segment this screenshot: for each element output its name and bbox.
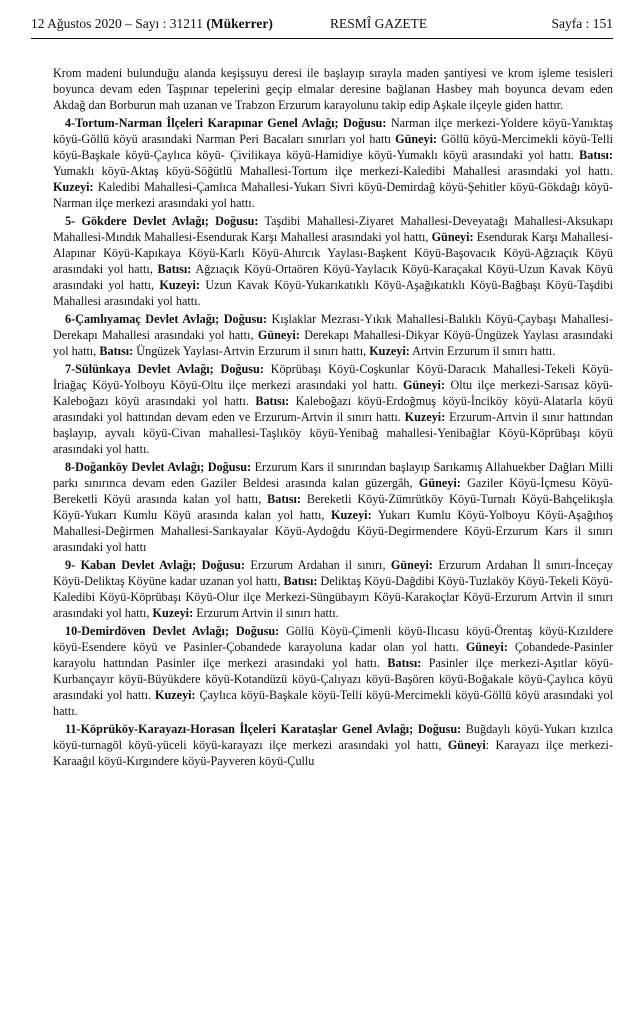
paragraph-text: Krom madeni bulunduğu alanda keşişsuyu deresi ile başlayıp sırayla maden şantiyesi ve krom işleme tesisleri boyunca devam eden Taşpınar tepelerini geçip elmalar deresine bağlanan Hasbey mah boyunca devam eden Akdağ dan Borburun mah uzanan ve Trabzon Erzurum karayolunu takip edip Aşkale ilçeyle giden hattır. (53, 66, 613, 112)
paragraph-text: Bereketli Köyü-Zümrütköy Köyü-Turnalı Köyü-Bahçelikışla Köyü-Yukarı Kumlu Köyü arasında kalan yol hattı, (53, 492, 613, 522)
header-gazette-name: RESMÎ GAZETE (330, 16, 428, 31)
paragraph-text: Erzurum Kars il sınırından başlayıp Sarıkamış Allahuekber Dağları Milli parkı sınırınca devam eden Gaziler Beldesi arasında kalan güzergâh, (53, 460, 614, 490)
paragraph (53, 361, 613, 457)
header-date-text: 12 Ağustos 2020 – Sayı : 31211 (31, 16, 204, 31)
paragraph-title: 6-Çamlıyamaç Devlet Avlağı; (65, 312, 220, 326)
paragraph-text: Esendurak Karşı Mahallesi-Alapınar Köyü-Kapıkaya Köyü-Karlı Köyü-Ahırcık Yaylası-Başkent Köyü-Başovacık Köyü-Ağzıaçık Köyü arasındaki yol hattı, (53, 230, 614, 276)
paragraph-text: Ağzıaçık Köyü-Ortaören Köyü-Yaylacık Köyü-Karaçakal Köyü-Uzun Kavak Köyü arasındaki yol hattı, (53, 262, 613, 292)
direction-label: Doğusu: (220, 362, 264, 376)
direction-label: Batısı: (283, 574, 318, 588)
direction-label: Doğusu: (417, 722, 462, 736)
paragraph-text: Yumaklı köyü-Aktaş köyü-Söğütlü Mahallesi-Tortum ilçe merkezi-Kaledibi Mahallesi arasındaki yol hattı. (53, 164, 613, 178)
paragraph (53, 557, 613, 621)
paragraph-title: 9- Kaban Devlet Avlağı; (65, 558, 197, 572)
direction-label: Doğusu: (207, 460, 252, 474)
paragraph-title: 4-Tortum-Narman İlçeleri Karapınar Genel Avlağı; (65, 116, 339, 130)
direction-label: Kuzeyi: (369, 344, 410, 358)
direction-label: Güneyi: (403, 378, 445, 392)
paragraph (53, 721, 613, 769)
paragraph-text: Köprübaşı Köyü-Coşkunlar Köyü-Daracık Mahallesi-Tekeli Köyü-İriağaç Köyü-Yolboyu Köyü-Oltu ilçe merkezi arasındaki yol hattı. (53, 362, 613, 392)
header-rule (31, 38, 613, 39)
direction-label: Güneyi: (390, 558, 433, 572)
direction-label: Batısı: (387, 656, 422, 670)
paragraph-text: Kaledibi Mahallesi-Çamlıca Mahallesi-Yukarı Sivri köyü-Demirdağ köyü-Şehitler köyü-Gökdağı köyü-Narman ilçe merkezi arasındaki yol hattı. (53, 180, 613, 210)
page-header (31, 14, 613, 34)
paragraph-text: Erzurum Artvin il sınırı hattı. (193, 606, 339, 620)
paragraph-title: 7-Sülünkaya Devlet Avlağı; (65, 362, 214, 376)
direction-label: Doğusu: (343, 116, 387, 130)
paragraph (53, 623, 613, 719)
direction-label: Batısı: (255, 394, 290, 408)
direction-label: Kuzeyi: (159, 278, 201, 292)
direction-label: Kuzeyi: (53, 180, 94, 194)
header-date-issue (31, 16, 273, 32)
paragraph-text: Çaylıca köyü-Başkale köyü-Telli köyü-Mercimekli köyü-Göllü köyü arasındaki yol hattı. (53, 688, 613, 718)
direction-label: Güneyi: (465, 640, 508, 654)
paragraph-text: Artvin Erzurum il sınırı hattı. (409, 344, 556, 358)
paragraph-text: Üngüzek Yaylası-Artvin Erzurum il sınırı hattı, (133, 344, 370, 358)
direction-label: Doğusu: (201, 558, 245, 572)
paragraph-title: 10-Demirdöven Devlet Avlağı; (65, 624, 229, 638)
paragraph-text: Uzun Kavak Köyü-Yukarıkatıklı Köyü-Aşağıkatıklı Köyü-Bağbaşı Köyü-Taşdibi Mahallesi arasındaki yol hattı. (53, 278, 613, 308)
header-page-number: Sayfa : 151 (551, 16, 613, 31)
paragraph-text: Erzurum-Artvin il sınır hattından başlayıp, ayvalı köyü-Civan mahallesi-Taşlıköy köyü-Yenibağ mahallesi-Yenibağlar Köyü-Köprübaşı köyü arasındaki yol hattı. (53, 410, 614, 456)
paragraph-text: Göllü Köyü-Çimenli köyü-Ilıcasu köyü-Örentaş köyü-Kızıldere köyü-Esendere köyü ve Pasinler-Çobandede karayoluna kadar olan yol hattı. (53, 624, 613, 654)
direction-label: Güneyi: (431, 230, 474, 244)
paragraph-text: Pasinler ilçe merkezi-Aşıtlar köyü-Kurbançayır köyü-Büyükdere köyü-Kotandüzü köyü-Çalıyazı köyü-Başören köyü-Boğakale köyü-Çaylıca köyü arasındaki yol hattı. (53, 656, 613, 702)
paragraph-text: Yukarı Kumlu Köyü-Yolboyu Köyü-Aşağıhoş Mahallesi-Değirmen Mahallesi-Sarıkayalar Köyü-Aydoğdu Köyü-Degirmendere Köyü-Erzurum Kars il sınırı arasındaki yol hattı (53, 508, 613, 554)
direction-label: Kuzeyi: (404, 410, 446, 424)
header-duplicate: (Mükerrer) (206, 16, 273, 31)
paragraph-title: 5- Gökdere Devlet Avlağı; (65, 214, 209, 228)
paragraph-text: Erzurum Ardahan İl sınırı-İnceçay Köyü-Deliktaş Köyüne kadar uzanan yol hattı, (53, 558, 613, 588)
direction-label: Doğusu: (223, 312, 268, 326)
direction-label: Batısı: (579, 148, 613, 162)
paragraph-text: Oltu ilçe merkezi-Sarısaz köyü-Kaleboğazı köyü arasındaki yol hattı. (53, 378, 613, 408)
paragraph-text: : Karayazı ilçe merkezi-Karaağıl köyü-Kırgındere köyü-Payveren köyü-Çullu (53, 738, 613, 768)
paragraph (53, 311, 613, 359)
paragraph-text: Erzurum Ardahan il sınırı, (244, 558, 391, 572)
direction-label: Kuzeyi: (331, 508, 372, 522)
direction-label: Kuzeyi: (152, 606, 194, 620)
paragraph (53, 459, 613, 555)
paragraph-text: Taşdibi Mahallesi-Ziyaret Mahallesi-Deveyatağı Mahallesi-Aksukapı Mahallesi-Mındık Mahallesi-Esendurak Karşı Mahallesi arasındaki yol hattı, (53, 214, 613, 244)
paragraph-text: Buğdaylı köyü-Yukarı kızılca köyü-turnagöl köyü-yüceli köyü-karayazı ilçe merkezi arasındaki yol hattı, (53, 722, 613, 752)
paragraph-text: Kışlaklar Mezrası-Yıkık Mahallesi-Balıklı Köyü-Çaybaşı Mahallesi-Derekapı Mahallesi arasındaki yol hattı, (53, 312, 613, 342)
paragraph (53, 213, 613, 309)
paragraph-text: Çobandede-Pasinler karayolu hattından Pasinler ilçe merkezi arasındaki yol hattı. (53, 640, 613, 670)
direction-label: Güneyi: (395, 132, 438, 146)
direction-label: Güneyi: (257, 328, 300, 342)
direction-label: Kuzeyi: (155, 688, 196, 702)
paragraph-text: Narman ilçe merkezi-Yoldere köyü-Yanıktaş köyü-Göllü köyü arasındaki Narman Peri Bacaları sınırları yol hattı (53, 116, 614, 146)
paragraph-text: Deliktaş Köyü-Dağdibi Köyü-Tuzlaköy Köyü-Tekeli Köyü-Kaledibi Köyü-Köprübaşı Köyü-Olur ilçe Merkezi-Süngübayırı Köyü-Karakoçlar Köyü-Erzurum Artvin il sınırı arasındaki yol hattı, (53, 574, 613, 620)
document-body (31, 65, 613, 769)
paragraph-text: Derekapı Mahallesi-Dikyar Köyü-Üngüzek Yaylası arasındaki yol hattı, (53, 328, 613, 358)
direction-label: Batısı: (157, 262, 192, 276)
paragraph-text: Gaziler Köyü-İçmesu Köyü-Bereketli Köyü arasında kalan yol hattı, (53, 476, 613, 506)
direction-label: Batısı: (267, 492, 301, 506)
paragraph-title: 8-Doğanköy Devlet Avlağı; (65, 460, 205, 474)
paragraph-text: Göllü köyü-Mercimekli köyü-Telli köyü-Başkale köyü-Çaylıca köyü- Çivilikaya köyü-Hamidiye köyü-Yumaklı köyü arasındaki yol hattı. (53, 132, 613, 162)
paragraph-text: Kaleboğazı köyü-Erdoğmuş köyü-İnciköy köyü-Alatarla köyü arasındaki yol hattından devam eden ve Erzurum-Artvin il sınırı hattı. (53, 394, 613, 424)
direction-label: Güneyi: (418, 476, 461, 490)
direction-label: Doğusu: (215, 214, 259, 228)
direction-label: Güneyi (447, 738, 486, 752)
direction-label: Doğusu: (235, 624, 280, 638)
paragraph (53, 115, 613, 211)
direction-label: Batısı: (99, 344, 134, 358)
paragraph (53, 65, 613, 113)
paragraph-title: 11-Köprüköy-Karayazı-Horasan İlçeleri Karataşlar Genel Avlağı; (65, 722, 414, 736)
